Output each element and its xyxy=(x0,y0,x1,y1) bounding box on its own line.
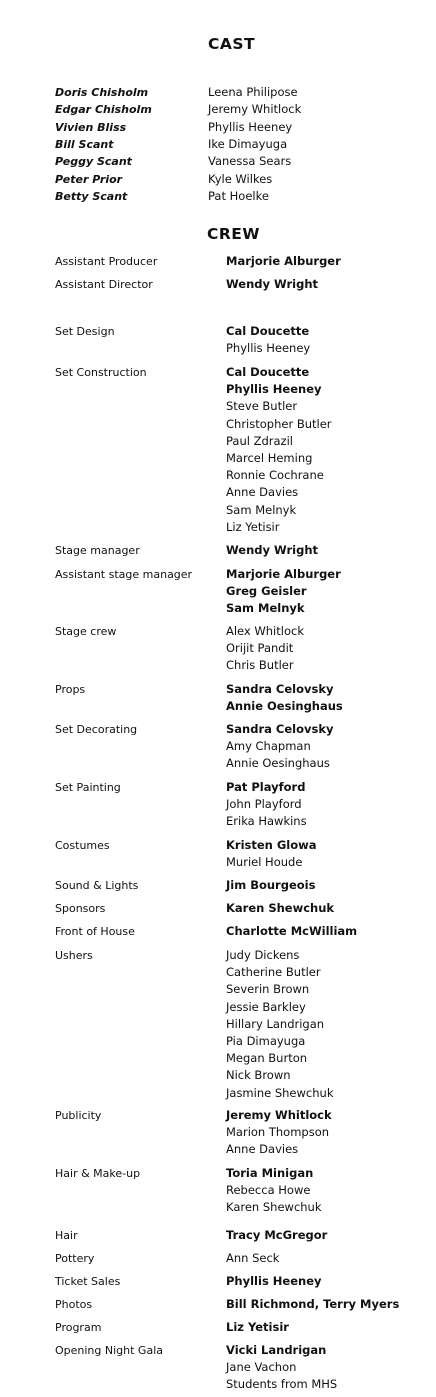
crew-member: Judy Dickens xyxy=(226,948,300,962)
crew-member: Anne Davies xyxy=(226,485,299,500)
crew-names xyxy=(226,542,318,559)
crew-names xyxy=(226,1107,332,1159)
crew-names xyxy=(226,1227,327,1244)
crew-names xyxy=(226,623,304,675)
cast-actor: Kyle Wilkes xyxy=(208,172,273,186)
cast-row xyxy=(0,171,436,188)
crew-member: Hillary Landrigan xyxy=(226,1016,325,1031)
crew-job: Sponsors xyxy=(55,902,106,915)
crew-member: Jessie Barkley xyxy=(226,999,306,1014)
crew-names xyxy=(226,877,315,894)
crew-member: Charlotte McWilliam xyxy=(226,924,358,938)
crew-member: Students from MHS xyxy=(226,1377,338,1392)
crew-member: Sam Melnyk xyxy=(226,502,297,517)
crew-names xyxy=(226,837,317,871)
crew-member: Tracy McGregor xyxy=(226,1228,328,1242)
crew-job: Ushers xyxy=(55,949,93,962)
cast-row xyxy=(0,153,436,170)
cast-actor: Ike Dimayuga xyxy=(208,137,288,151)
crew-job: Publicity xyxy=(55,1109,102,1122)
cast-actor: Pat Hoelke xyxy=(208,189,269,203)
crew-names xyxy=(226,1273,322,1290)
crew-job: Photos xyxy=(55,1298,93,1311)
crew-member: Marcel Heming xyxy=(226,450,313,465)
crew-job: Stage crew xyxy=(55,625,117,638)
crew-names xyxy=(226,253,341,270)
crew-member: Catherine Butler xyxy=(226,965,321,980)
crew-member: Liz Yetisir xyxy=(226,1320,289,1334)
crew-member: Cal Doucette xyxy=(226,365,310,379)
crew-job: Opening Night Gala xyxy=(55,1344,163,1357)
crew-member: Orijit Pandit xyxy=(226,641,294,656)
cast-role: Bill Scant xyxy=(55,138,114,151)
crew-names xyxy=(226,1296,399,1313)
crew-heading: CREW xyxy=(207,225,260,243)
crew-names xyxy=(226,364,332,536)
cast-role: Peter Prior xyxy=(55,173,123,186)
crew-names xyxy=(226,947,333,1102)
crew-member: Phyllis Heeney xyxy=(226,1274,322,1288)
crew-member: Chris Butler xyxy=(226,658,294,673)
crew-member: Jim Bourgeois xyxy=(226,878,316,892)
crew-member: Liz Yetisir xyxy=(226,519,280,534)
crew-member: Rebecca Howe xyxy=(226,1183,311,1198)
crew-job: Hair xyxy=(55,1229,78,1242)
cast-row xyxy=(0,136,436,153)
crew-job: Front of House xyxy=(55,925,135,938)
crew-job: Pottery xyxy=(55,1252,95,1265)
crew-member: Severin Brown xyxy=(226,982,310,997)
cast-role: Doris Chisholm xyxy=(55,86,149,99)
crew-member: Sam Melnyk xyxy=(226,601,305,616)
crew-member: Marjorie Alburger xyxy=(226,254,341,268)
crew-job: Hair & Make-up xyxy=(55,1167,141,1180)
crew-job: Set Design xyxy=(55,325,115,338)
crew-member: Paul Zdrazil xyxy=(226,433,293,448)
crew-job: Sound & Lights xyxy=(55,879,139,892)
cast-actor: Vanessa Sears xyxy=(208,154,292,168)
crew-member: Amy Chapman xyxy=(226,739,311,754)
cast-role: Peggy Scant xyxy=(55,155,132,168)
crew-names xyxy=(226,323,310,357)
crew-job: Set Painting xyxy=(55,781,121,794)
crew-member: Steve Butler xyxy=(226,399,298,414)
crew-job: Assistant stage manager xyxy=(55,568,193,581)
crew-member: Pia Dimayuga xyxy=(226,1033,306,1048)
crew-job: Costumes xyxy=(55,839,110,852)
crew-member: Annie Oesinghaus xyxy=(226,699,343,714)
crew-member: Karen Shewchuk xyxy=(226,901,335,915)
cast-row xyxy=(0,119,436,136)
cast-row xyxy=(0,188,436,205)
cast-role: Edgar Chisholm xyxy=(55,103,152,116)
crew-names xyxy=(226,721,333,773)
crew-names xyxy=(226,276,318,293)
crew-member: Sandra Celovsky xyxy=(226,722,334,736)
crew-member: Ronnie Cochrane xyxy=(226,468,324,483)
crew-names xyxy=(226,1319,289,1336)
crew-member: Annie Oesinghaus xyxy=(226,756,330,771)
crew-names xyxy=(226,923,357,940)
crew-member: Alex Whitlock xyxy=(226,624,304,638)
cast-actor: Phyllis Heeney xyxy=(208,120,293,134)
crew-member: Phyllis Heeney xyxy=(226,382,322,397)
cast-row xyxy=(0,101,436,118)
crew-member: Jasmine Shewchuk xyxy=(226,1085,334,1100)
crew-member: Pat Playford xyxy=(226,780,306,794)
crew-member: Erika Hawkins xyxy=(226,814,307,829)
cast-role: Vivien Bliss xyxy=(55,121,127,134)
crew-member: Ann Seck xyxy=(226,1251,280,1265)
crew-member: Greg Geisler xyxy=(226,584,307,599)
crew-member: Muriel Houde xyxy=(226,855,303,870)
crew-member: Wendy Wright xyxy=(226,543,319,557)
crew-member: Anne Davies xyxy=(226,1142,299,1157)
crew-member: Bill Richmond, Terry Myers xyxy=(226,1297,400,1311)
crew-job: Props xyxy=(55,683,86,696)
crew-names xyxy=(226,566,341,618)
crew-member: Vicki Landrigan xyxy=(226,1343,327,1357)
crew-member: Phyllis Heeney xyxy=(226,341,311,356)
cast-heading: CAST xyxy=(208,35,256,53)
crew-member: Kristen Glowa xyxy=(226,838,317,852)
crew-job: Assistant Producer xyxy=(55,255,158,268)
crew-member: Nick Brown xyxy=(226,1068,291,1083)
crew-names xyxy=(226,1250,279,1267)
crew-member: Wendy Wright xyxy=(226,277,319,291)
crew-job: Ticket Sales xyxy=(55,1275,121,1288)
crew-names xyxy=(226,1342,337,1394)
crew-job: Set Decorating xyxy=(55,723,138,736)
crew-names xyxy=(226,779,307,831)
crew-member: Jeremy Whitlock xyxy=(226,1108,332,1122)
crew-names xyxy=(226,681,343,715)
cast-role: Betty Scant xyxy=(55,190,128,203)
crew-member: Megan Burton xyxy=(226,1051,308,1066)
crew-member: Jane Vachon xyxy=(226,1360,297,1375)
crew-names xyxy=(226,900,334,917)
crew-names xyxy=(226,1165,322,1217)
cast-actor: Jeremy Whitlock xyxy=(208,102,302,116)
cast-row xyxy=(0,84,436,101)
crew-job: Assistant Director xyxy=(55,278,153,291)
crew-member: Marjorie Alburger xyxy=(226,567,341,581)
crew-job: Stage manager xyxy=(55,544,140,557)
crew-member: Christopher Butler xyxy=(226,416,332,431)
crew-member: Toria Minigan xyxy=(226,1166,314,1180)
crew-member: John Playford xyxy=(226,797,302,812)
crew-member: Karen Shewchuk xyxy=(226,1200,322,1215)
crew-job: Set Construction xyxy=(55,366,147,379)
crew-member: Marion Thompson xyxy=(226,1125,330,1140)
cast-actor: Leena Philipose xyxy=(208,85,298,99)
crew-member: Cal Doucette xyxy=(226,324,310,338)
crew-job: Program xyxy=(55,1321,102,1334)
crew-member: Sandra Celovsky xyxy=(226,682,334,696)
